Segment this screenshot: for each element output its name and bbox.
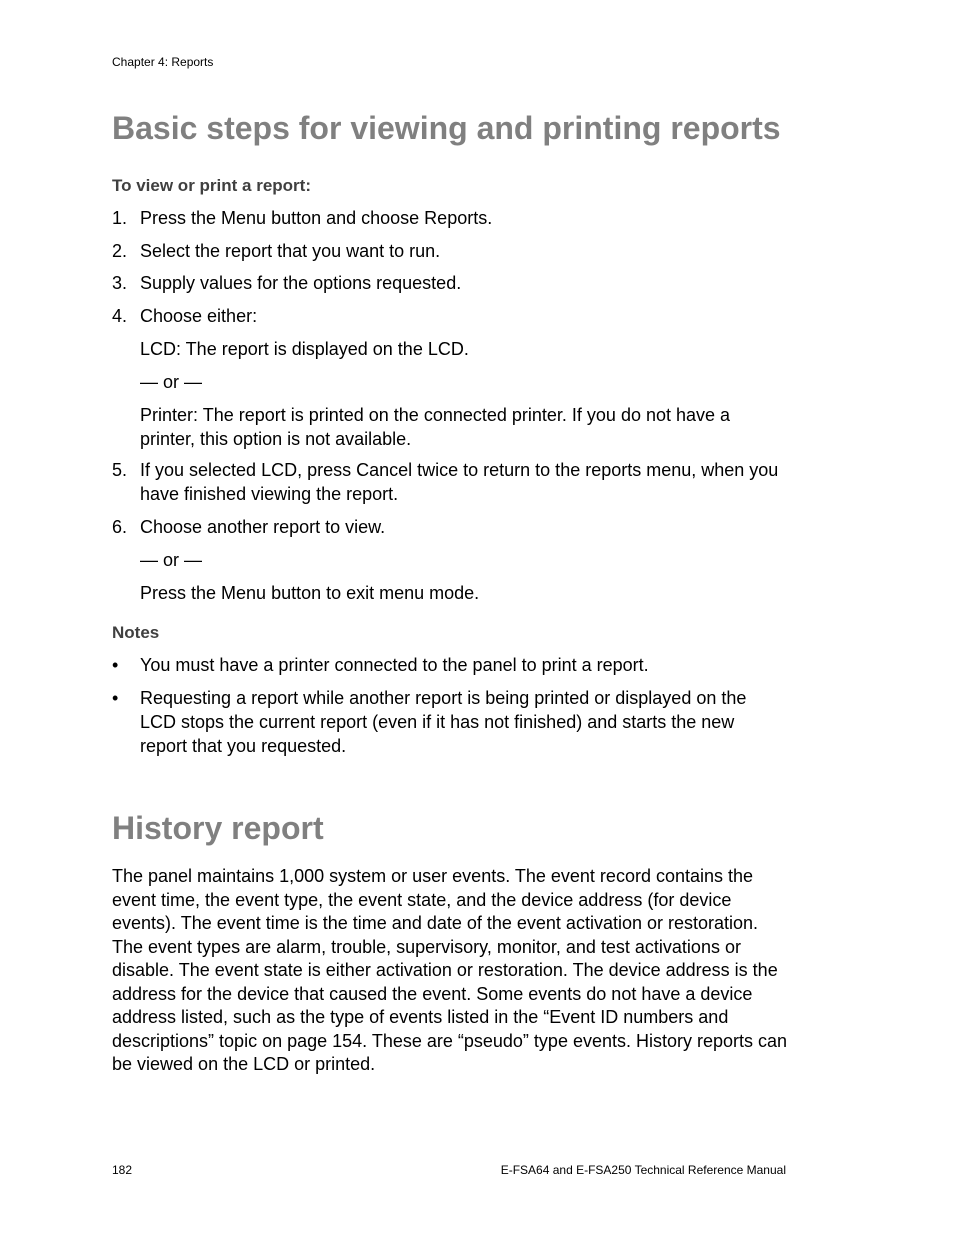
note-text: You must have a printer connected to the panel to print a report. <box>140 655 649 675</box>
note-text: Requesting a report while another report is being printed or displayed on the LCD stops the current report (even if it has not finished) and starts the new report that you requested. <box>140 688 747 756</box>
step-text: Press the Menu button and choose Reports. <box>140 208 493 228</box>
step4-option-printer: Printer: The report is printed on the connected printer. If you do not have a printer, this option is not available. <box>140 405 731 449</box>
step-text: Supply values for the options requested. <box>140 273 462 293</box>
step-text: Select the report that you want to run. <box>140 241 441 261</box>
step-text: Choose either: <box>140 306 258 326</box>
history-report-paragraph: The panel maintains 1,000 system or user events. The event record contains the event time, the event type, the event state, and the device address (for device events). The event time is the time and date of the event activation or restoration. The event types are alarm, trouble, supervisory, monitor, and test activations or disable. The event state is either activation or restoration. The device address is the address for the device that caused the event. Some events do not have a device address listed, such as the type of events listed in the “Event ID numbers and descriptions” topic on page 154. These are “pseudo” type events. History reports can be viewed on the LCD or printed. <box>112 866 788 1074</box>
section-title-basic-steps: Basic steps for viewing and printing reports <box>112 110 781 146</box>
bullet: • <box>112 655 119 675</box>
step6-or-separator: — or — <box>140 550 203 570</box>
procedure-heading: To view or print a report: <box>112 176 311 195</box>
section-title-history-report: History report <box>112 810 324 846</box>
notes-heading: Notes <box>112 623 160 642</box>
step-number: 2. <box>112 241 128 261</box>
manual-title: E-FSA64 and E-FSA250 Technical Reference Manual <box>500 1163 786 1177</box>
step4-option-lcd: LCD: The report is displayed on the LCD. <box>140 339 469 359</box>
step4-or-separator: — or — <box>140 372 203 392</box>
step-number: 4. <box>112 306 128 326</box>
page-number: 182 <box>112 1163 133 1177</box>
step-number: 6. <box>112 517 128 537</box>
bullet: • <box>112 688 119 708</box>
step-number: 1. <box>112 208 128 228</box>
step-number: 3. <box>112 273 128 293</box>
step-text: If you selected LCD, press Cancel twice to return to the reports menu, when you have finished viewing the report. <box>140 460 779 504</box>
step-number: 5. <box>112 460 128 480</box>
step6-alternative: Press the Menu button to exit menu mode. <box>140 583 480 603</box>
running-header: Chapter 4: Reports <box>112 55 214 69</box>
step-text: Choose another report to view. <box>140 517 386 537</box>
